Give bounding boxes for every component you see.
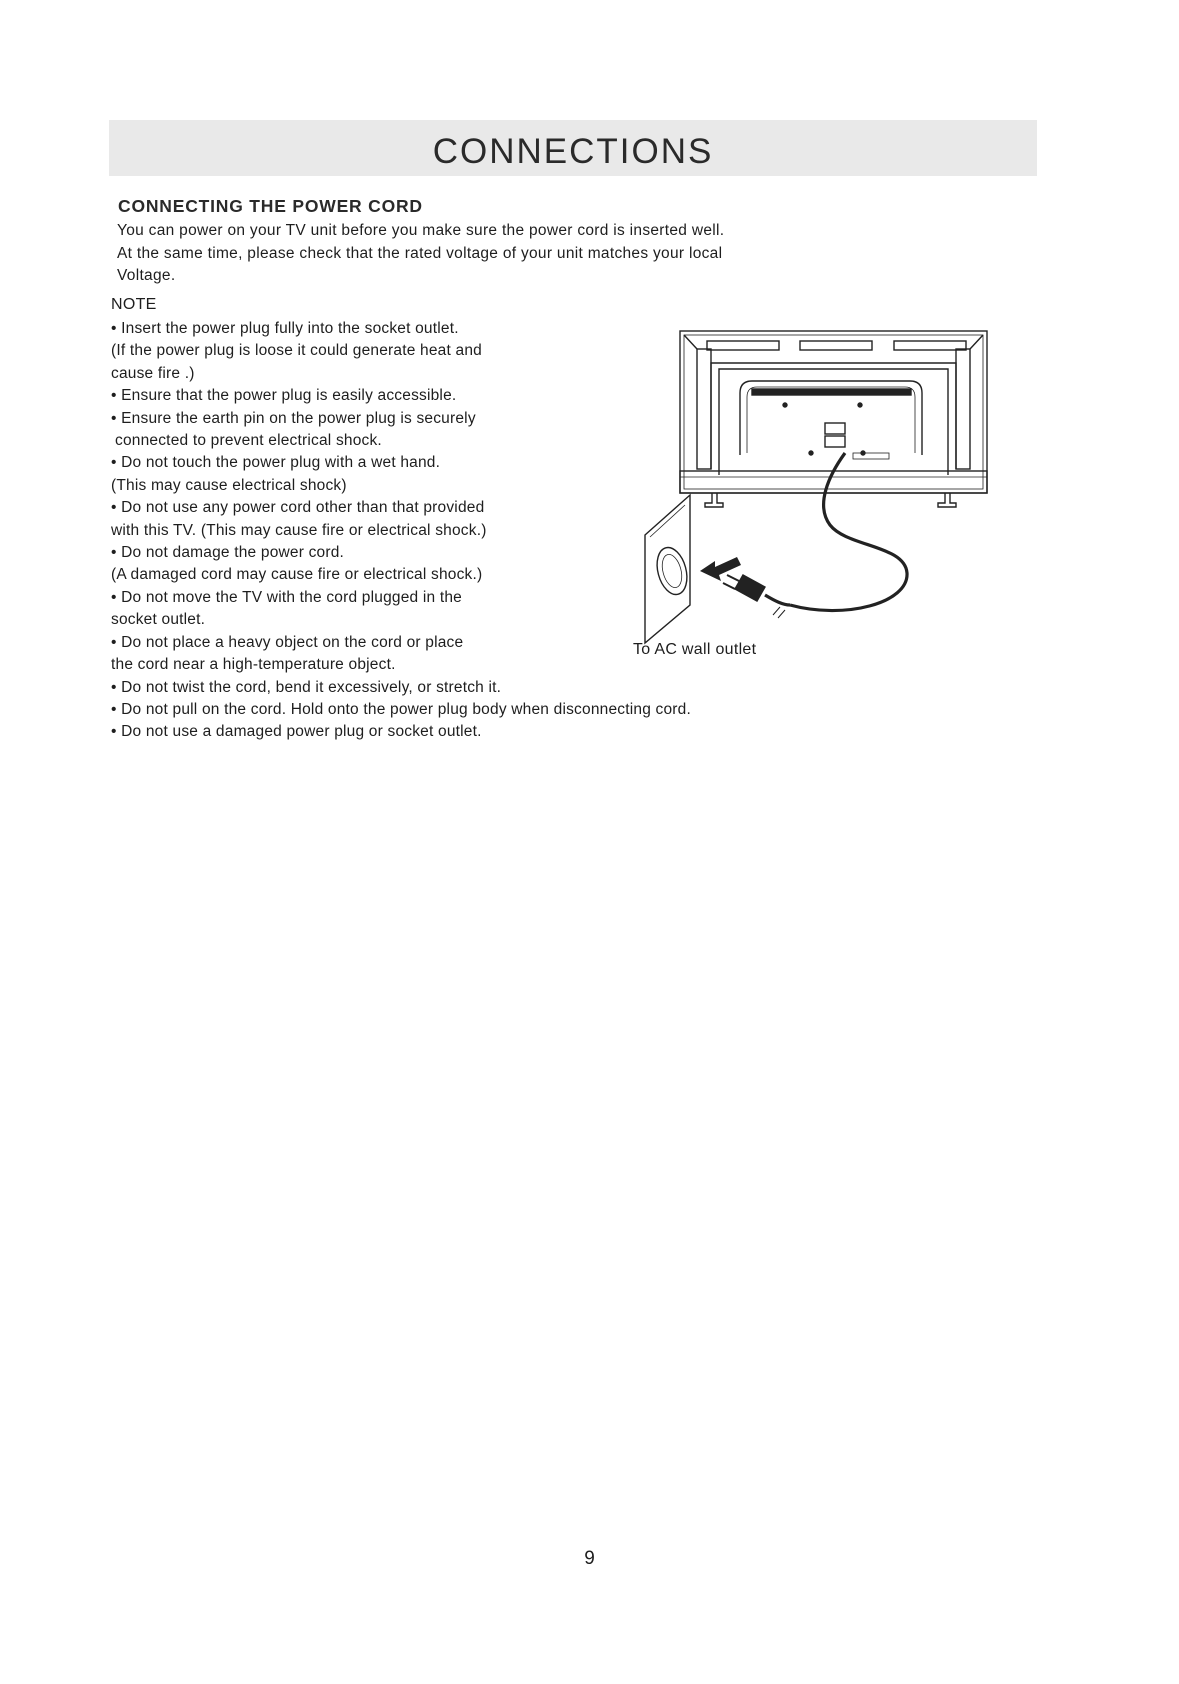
note-line: • Do not pull on the cord. Hold onto the power plug body when disconnecting cord. [111,700,691,718]
note-line: • Ensure that the power plug is easily accessible. [111,387,457,405]
intro-line: You can power on your TV unit before you make sure the power cord is inserted well. [117,222,725,239]
power-connection-diagram [615,325,995,670]
tv-rear-illustration [615,325,995,670]
diagram-caption: To AC wall outlet [633,641,757,658]
note-line: with this TV. (This may cause fire or electrical shock.) [111,521,487,539]
note-line: • Ensure the earth pin on the power plug is securely [111,409,476,427]
note-line: • Do not place a heavy object on the cord or place [111,633,464,651]
note-line: (If the power plug is loose it could generate heat and [111,342,482,360]
note-line: (This may cause electrical shock) [111,476,347,494]
note-line: the cord near a high-temperature object. [111,656,396,674]
note-list [111,318,691,744]
title-bar [109,120,1037,176]
intro-line: At the same time, please check that the rated voltage of your unit matches your local [117,244,723,262]
note-line: socket outlet. [111,611,206,629]
note-line: • Do not use a damaged power plug or socket outlet. [111,723,482,741]
note-line: • Do not touch the power plug with a wet hand. [111,454,441,472]
note-line: • Do not use any power cord other than that provided [111,499,485,517]
note-line: (A damaged cord may cause fire or electrical shock.) [111,566,483,584]
note-line: • Insert the power plug fully into the socket outlet. [111,320,459,337]
note-label: NOTE [111,296,157,313]
note-line: • Do not damage the power cord. [111,544,345,562]
note-line: cause fire .) [111,364,195,382]
note-line: • Do not move the TV with the cord plugged in the [111,588,462,606]
page-title: CONNECTIONS [432,132,714,171]
section-heading: CONNECTING THE POWER CORD [118,196,423,216]
note-line: • Do not twist the cord, bend it excessively, or stretch it. [111,678,502,696]
intro-paragraph [117,220,837,288]
intro-line: Voltage. [117,267,176,284]
note-line: connected to prevent electrical shock. [115,432,382,450]
page-number: 9 [584,1548,595,1569]
